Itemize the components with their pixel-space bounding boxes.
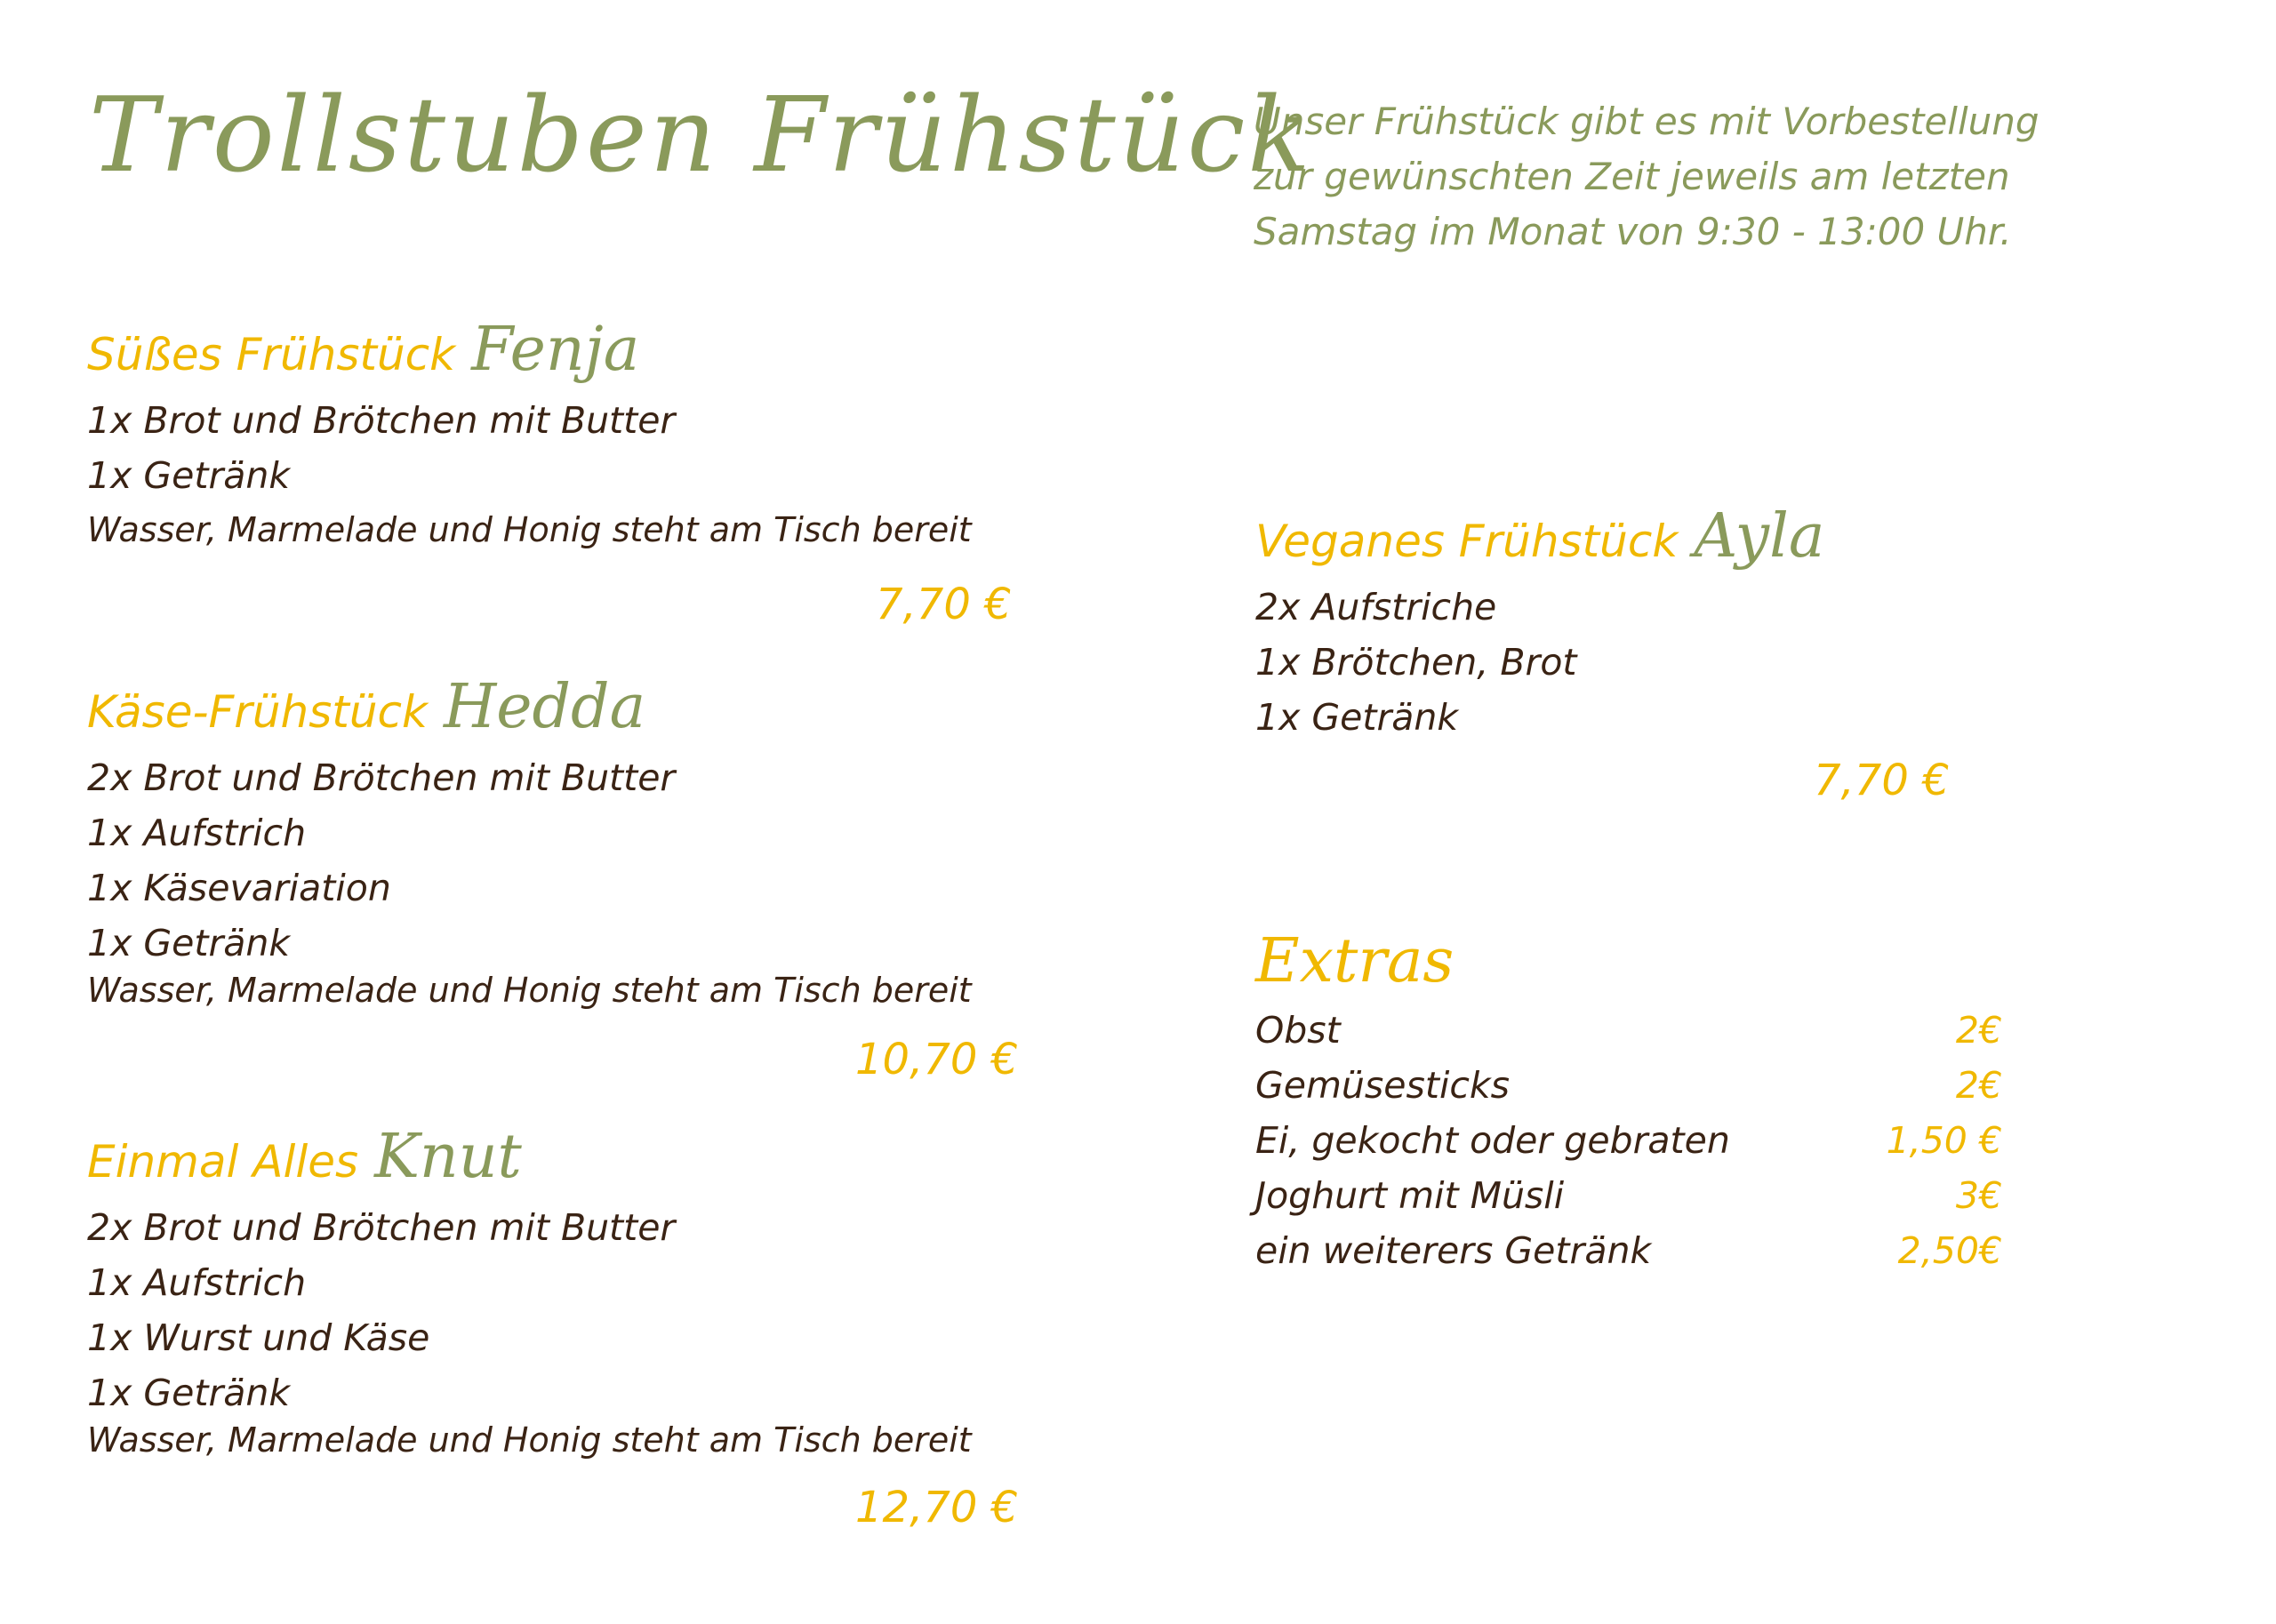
extras-item — [1255, 1168, 2002, 1223]
extras-item-price: 3€ — [1955, 1174, 2002, 1217]
section-heading — [87, 315, 972, 385]
menu-note: Wasser, Marmelade und Honig steht am Tisch bereit — [87, 1420, 972, 1460]
section-title: Süßes Frühstück — [87, 329, 456, 380]
price-knut: 12,70 € — [855, 1483, 1019, 1532]
section-nickname: Hedda — [443, 672, 646, 742]
price-ayla: 7,70 € — [1814, 756, 1950, 805]
menu-line: 1x Brot und Brötchen mit Butter — [87, 399, 676, 442]
menu-section-fenja — [87, 315, 972, 549]
extras-item-name: ein weiterers Getränk — [1255, 1229, 1652, 1272]
menu-line: 1x Käsevariation — [87, 867, 391, 909]
menu-note: Wasser, Marmelade und Honig steht am Tisch bereit — [87, 971, 972, 1010]
section-heading — [87, 672, 972, 742]
extras-heading: Extras — [1255, 926, 1455, 996]
extras-item-name: Obst — [1255, 1009, 1341, 1052]
menu-section-knut — [87, 1122, 972, 1460]
extras-item-name: Gemüsesticks — [1255, 1064, 1510, 1107]
section-nickname: Ayla — [1694, 501, 1825, 572]
section-title: Einmal Alles — [87, 1136, 359, 1188]
menu-line: 1x Aufstrich — [87, 1261, 307, 1304]
menu-line: 1x Getränk — [87, 454, 291, 497]
menu-line: 1x Getränk — [87, 922, 291, 964]
extras-section — [1255, 926, 2002, 1278]
intro-line: Samstag im Monat von 9:30 - 13:00 Uhr. — [1254, 210, 2012, 253]
menu-line: 1x Getränk — [87, 1372, 291, 1414]
section-heading — [1255, 501, 1825, 572]
menu-line: 1x Wurst und Käse — [87, 1316, 430, 1359]
extras-item — [1255, 1223, 2002, 1278]
menu-line: 1x Brötchen, Brot — [1255, 641, 1577, 684]
extras-item-price: 2€ — [1955, 1064, 2002, 1107]
section-title: Käse-Frühstück — [87, 686, 428, 738]
extras-item — [1255, 1058, 2002, 1113]
menu-line: 2x Brot und Brötchen mit Butter — [87, 756, 676, 799]
menu-line: 1x Getränk — [1255, 696, 1459, 739]
menu-line: 2x Brot und Brötchen mit Butter — [87, 1206, 676, 1249]
extras-item-price: 2€ — [1955, 1009, 2002, 1052]
page-title: Trollstuben Frühstück — [89, 76, 1313, 196]
extras-item — [1255, 1003, 2002, 1058]
extras-item-price: 1,50 € — [1886, 1119, 2002, 1162]
price-hedda: 10,70 € — [855, 1035, 1019, 1084]
extras-item-price: 2,50€ — [1897, 1229, 2002, 1272]
section-heading — [87, 1122, 972, 1192]
section-nickname: Knut — [374, 1122, 522, 1192]
menu-line: 2x Aufstriche — [1255, 586, 1497, 628]
menu-line: 1x Aufstrich — [87, 812, 307, 854]
extras-list — [1255, 1003, 2002, 1278]
section-nickname: Fenja — [471, 315, 640, 385]
menu-note: Wasser, Marmelade und Honig steht am Tisch bereit — [87, 510, 972, 549]
extras-item — [1255, 1113, 2002, 1168]
price-fenja: 7,70 € — [876, 580, 1012, 629]
section-title: Veganes Frühstück — [1255, 516, 1679, 567]
intro-line: Unser Frühstück gibt es mit Vorbestellung — [1254, 100, 2040, 143]
extras-item-name: Joghurt mit Müsli — [1255, 1174, 1565, 1217]
extras-item-name: Ei, gekocht oder gebraten — [1255, 1119, 1730, 1162]
menu-section-ayla — [1255, 501, 1825, 745]
intro-text — [1254, 94, 2040, 260]
intro-line: zur gewünschten Zeit jeweils am letzten — [1254, 155, 2010, 198]
menu-section-hedda — [87, 672, 972, 1010]
